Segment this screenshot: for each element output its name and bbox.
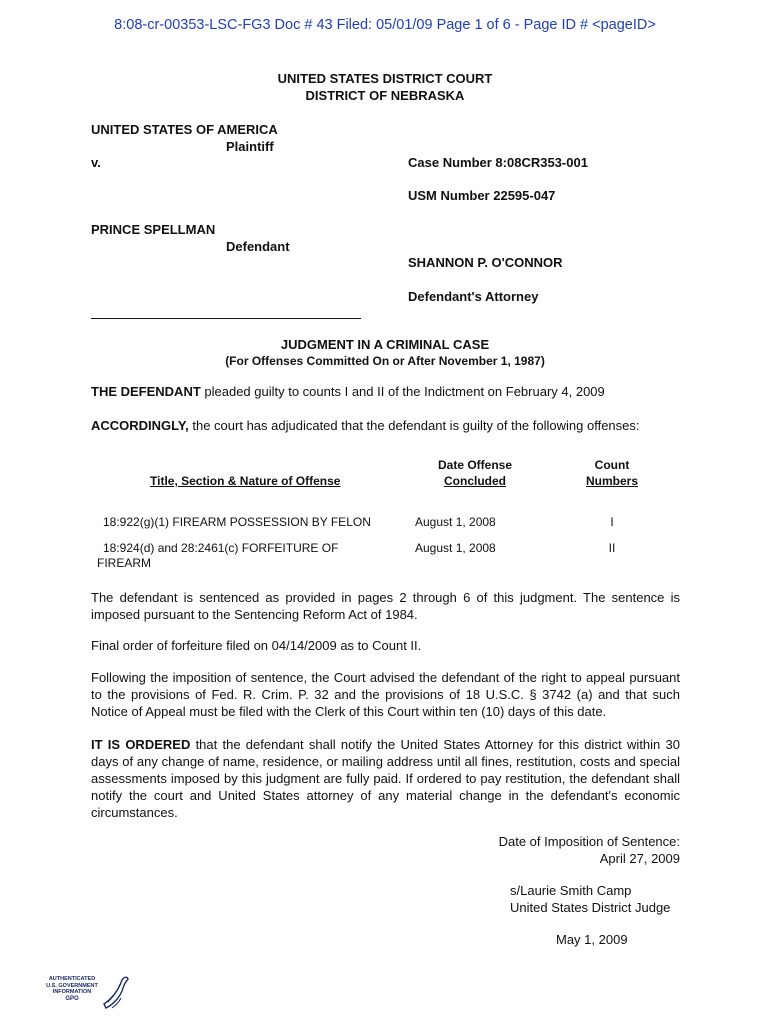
plea-lead: THE DEFENDANT [91,384,201,399]
attorney-name: SHANNON P. O'CONNOR [408,255,563,270]
defendant-role: Defendant [226,239,290,254]
judge-signature: s/Laurie Smith Camp [510,883,632,898]
eagle-icon [100,974,130,1014]
judge-title: United States District Judge [510,900,671,915]
defendant-name: PRINCE SPELLMAN [91,222,216,237]
gpo-authentication-seal [40,974,130,1014]
row-2-count: II [608,541,616,555]
appeal-paragraph: Following the imposition of sentence, the Court advised the defendant of the right to appeal pursuant to the provisions of Fed. R. Crim. P. 32 and the provisions of 18 U.S.C. § 3742 (a) and that such Notice of Appeal must be filed with the Clerk of this Court within ten (10) days of this date. [91,670,680,719]
forfeiture-paragraph: Final order of forfeiture filed on 04/14/2009 as to Count II. [91,638,422,653]
row-2-offense: 18:924(d) and 28:2461(c) FORFEITURE OF [103,541,339,555]
court-name: UNITED STATES DISTRICT COURT [277,71,493,86]
usm-number: USM Number 22595-047 [408,188,556,203]
seal-line-4: GPO [65,995,79,1002]
col-header-offense: Title, Section & Nature of Offense [150,474,341,488]
plaintiff-role: Plaintiff [226,139,274,154]
col-header-date [415,457,535,489]
col-header-count [572,457,652,489]
ordered-text: that the defendant shall notify the United States Attorney for this district within 30 days of any change of name, residence, or mailing address until all fines, restitution, costs and special assessments imposed by this judgment are fully paid. If ordered to pay restitution, the defendant shall notify the court and United States attorney of any material change in the defendant's economic circumstances. [91,737,680,820]
row-1-count: I [610,515,614,529]
seal-line-3: INFORMATION [52,989,92,995]
adjudication-lead: ACCORDINGLY, [91,418,189,433]
adjudication-statement [91,418,640,433]
col-header-count-line2: Numbers [585,474,638,488]
court-district: DISTRICT OF NEBRASKA [305,88,465,103]
caption-divider [91,318,361,319]
seal-line-2: U.S. GOVERNMENT [46,982,98,989]
versus: v. [91,155,101,170]
adjudication-text: the court has adjudicated that the defendant is guilty of the following offenses: [188,418,640,433]
sentence-paragraph: The defendant is sentenced as provided in pages 2 through 6 of this judgment. The sentence is imposed pursuant to the Sentencing Reform Act of 1984. [91,590,680,622]
col-header-date-line2: Concluded [444,474,506,488]
ordered-paragraph [91,736,680,821]
ordered-lead: IT IS ORDERED [91,737,191,752]
plea-text: pleaded guilty to counts I and II of the Indictment on February 4, 2009 [200,384,605,399]
row-1-date: August 1, 2008 [415,515,496,529]
document-title: JUDGMENT IN A CRIMINAL CASE [280,337,490,352]
row-2-date: August 1, 2008 [415,541,496,555]
plaintiff-name: UNITED STATES OF AMERICA [91,122,278,137]
col-header-date-line1: Date Offense [437,458,513,472]
plea-statement [91,384,605,399]
imposition-date: April 27, 2009 [599,851,680,866]
col-header-count-line1: Count [594,458,630,472]
row-1-offense: 18:922(g)(1) FIREARM POSSESSION BY FELON [103,515,371,529]
document-subtitle: (For Offenses Committed On or After November 1, 1987) [225,354,545,368]
imposition-label: Date of Imposition of Sentence: [498,834,680,849]
case-number: Case Number 8:08CR353-001 [408,155,588,170]
row-2-offense-cont: FIREARM [97,556,151,570]
attorney-role: Defendant's Attorney [408,289,539,304]
seal-line-1: AUTHENTICATED [48,976,96,982]
filing-header: 8:08-cr-00353-LSC-FG3 Doc # 43 Filed: 05/01/09 Page 1 of 6 - Page ID # <pageID> [114,17,656,33]
sign-date: May 1, 2009 [556,932,628,947]
